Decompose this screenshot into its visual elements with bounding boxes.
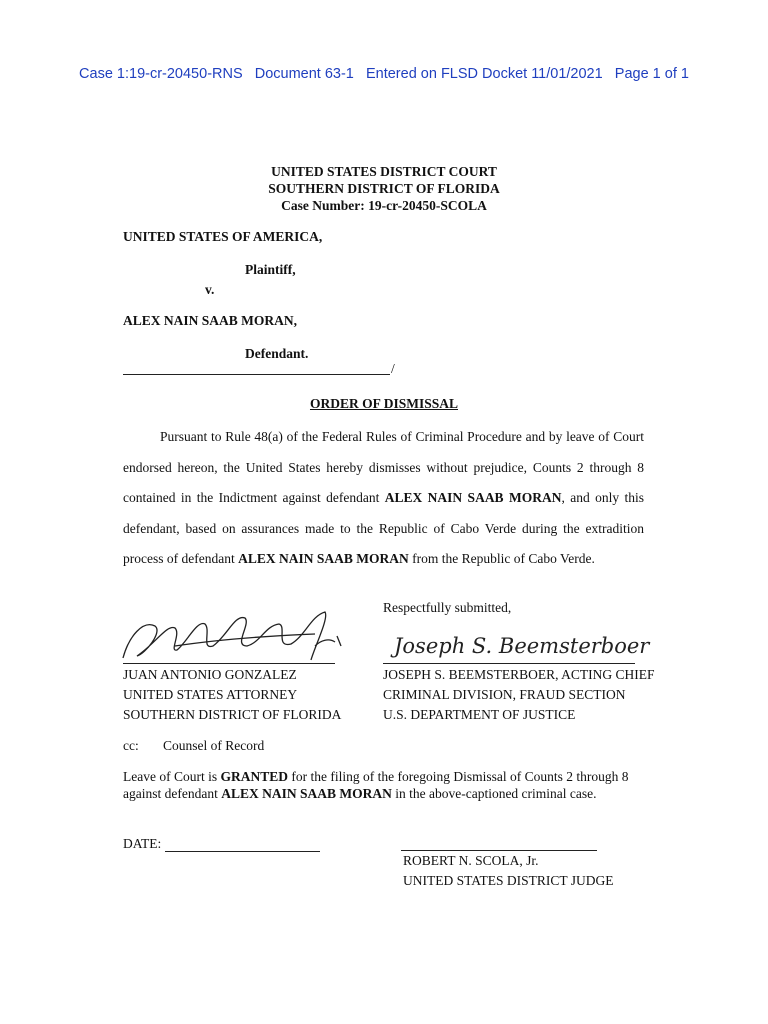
district-name: SOUTHERN DISTRICT OF FLORIDA xyxy=(268,181,500,196)
defendant-role: Defendant. xyxy=(245,346,309,361)
entered-date: Entered on FLSD Docket 11/01/2021 xyxy=(365,66,603,82)
case-number-line: Case Number: 19-cr-20450-SCOLA xyxy=(281,198,487,213)
body-text: Pursuant to Rule 48(a) of the Federal Rules of Criminal Procedure and by leave of Court endorsed hereon, the United States hereby dismisses without prejudice, Counts 2 through 8 contained in the Indictment against defendant xyxy=(123,429,644,505)
submitted-label: Respectfully submitted, xyxy=(383,600,512,615)
page-indicator: Page 1 of 1 xyxy=(614,66,689,82)
right-signature-block xyxy=(383,665,655,725)
plaintiff-name: UNITED STATES OF AMERICA, xyxy=(123,229,323,244)
left-signature-block xyxy=(123,665,341,725)
caption-divider-line xyxy=(123,374,390,375)
plaintiff-role: Plaintiff, xyxy=(245,262,296,277)
date-line xyxy=(165,851,320,852)
judge-block xyxy=(403,851,614,891)
caption-slash: / xyxy=(391,361,395,376)
court-name: UNITED STATES DISTRICT COURT xyxy=(271,164,497,179)
beemsterboer-signature: Joseph S. Beemsterboer xyxy=(394,634,650,658)
fraud-chief-title: CRIMINAL DIVISION, FRAUD SECTION xyxy=(383,687,626,702)
versus-label: v. xyxy=(205,282,215,297)
leave-of-court xyxy=(123,768,663,802)
case-number: Case 1:19-cr-20450-RNS xyxy=(79,66,243,82)
us-attorney-name: JUAN ANTONIO GONZALEZ xyxy=(123,667,297,682)
right-signature-line xyxy=(383,663,635,664)
judge-name: ROBERT N. SCOLA, Jr. xyxy=(403,853,539,868)
judge-title: UNITED STATES DISTRICT JUDGE xyxy=(403,873,614,888)
defendant-name-bold: ALEX NAIN SAAB MORAN xyxy=(384,490,562,505)
gonzalez-signature xyxy=(115,606,355,668)
date-label: DATE: xyxy=(123,836,162,851)
leave-text: Leave of Court is xyxy=(123,769,221,784)
body-text: , and only this defendant, based on assurances made to the Republic of Cabo Verde during the extradition process of defendant xyxy=(123,490,644,566)
fraud-chief-name: JOSEPH S. BEEMSTERBOER, ACTING CHIEF xyxy=(383,667,655,682)
court-heading xyxy=(0,163,768,214)
left-signature-line xyxy=(123,663,335,664)
leave-text: in the above-captioned criminal case. xyxy=(391,786,597,801)
cc-label: cc: xyxy=(123,738,139,753)
document-number: Document 63-1 xyxy=(254,66,354,82)
us-attorney-office: SOUTHERN DISTRICT OF FLORIDA xyxy=(123,707,342,722)
defendant-name: ALEX NAIN SAAB MORAN, xyxy=(123,313,298,328)
defendant-name-bold: ALEX NAIN SAAB MORAN xyxy=(238,551,409,566)
order-body xyxy=(123,422,644,575)
fraud-chief-office: U.S. DEPARTMENT OF JUSTICE xyxy=(383,707,576,722)
leave-text: for the filing of the foregoing Dismissal of Counts 2 through 8 against defendant xyxy=(123,769,629,801)
docket-header xyxy=(0,66,768,82)
cc-recipients: Counsel of Record xyxy=(163,738,265,753)
body-text: from the Republic of Cabo Verde. xyxy=(408,551,595,566)
order-title: ORDER OF DISMISSAL xyxy=(309,396,459,411)
us-attorney-title: UNITED STATES ATTORNEY xyxy=(123,687,298,702)
defendant-name-bold: ALEX NAIN SAAB MORAN xyxy=(221,786,392,801)
granted-text: GRANTED xyxy=(220,769,288,784)
